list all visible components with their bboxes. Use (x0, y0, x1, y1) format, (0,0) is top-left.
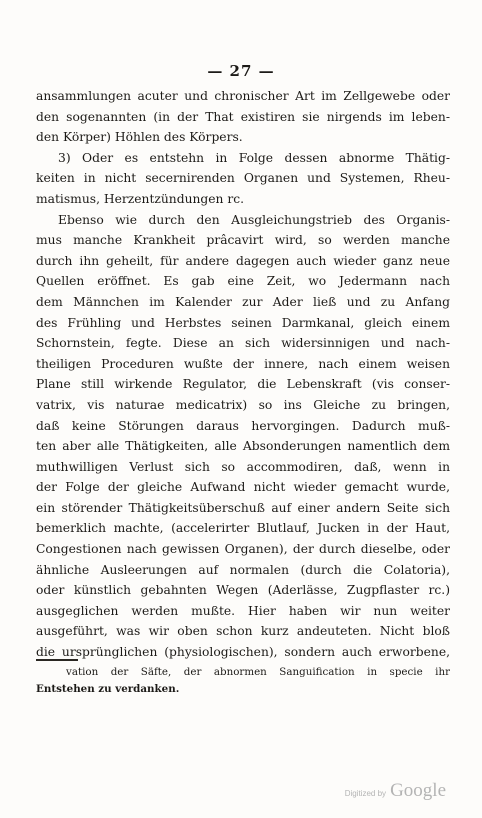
text-line: ten aber alle Thätigkeiten, alle Absonderungen namentlich dem (36, 439, 450, 454)
text-line: Congestionen nach gewissen Organen), der durch dieselbe, oder (36, 542, 450, 557)
text-line: des Frühling und Herbstes seinen Darmkanal, gleich einem (36, 315, 450, 330)
text-line: ausgeglichen werden mußte. Hier haben wir nun weiter (36, 603, 450, 618)
text-line: ansammlungen acuter und chronischer Art im Zellgewebe oder (36, 89, 450, 103)
text-line: oder künstlich gebahnten Wegen (Aderlässe, Zugpflaster rc.) (36, 583, 450, 598)
text-line: Ebenso wie durch den Ausgleichungstrieb des Organis- (58, 212, 450, 227)
text-line: ähnliche Ausleerungen auf normalen (durch die Colatoria), (36, 562, 450, 577)
text-line: vatrix, vis naturae medicatrix) so ins Gleiche zu bringen, (36, 397, 450, 412)
text-line: der Folge der gleiche Aufwand nicht wieder gemacht wurde, (36, 480, 450, 495)
footnote-line: Entstehen zu verdanken. (36, 683, 180, 695)
text-line: 3) Oder es entstehn in Folge dessen abnorme Thätig- (58, 150, 450, 165)
body-text (36, 86, 450, 663)
text-line: muthwilligen Verlust sich so accommodiren, daß, wenn in (36, 459, 450, 474)
text-line: ausgeführt, was wir oben schon kurz andeuteten. Nicht bloß (36, 624, 450, 639)
text-line: theiligen Proceduren wußte der innere, nach einem weisen (36, 356, 450, 371)
text-line: keiten in nicht secernirenden Organen und Systemen, Rheu- (36, 171, 450, 186)
text-line: die ursprünglichen (physiologischen), sondern auch erworbene, (36, 645, 450, 660)
footnote-rule (36, 659, 78, 661)
text-line: Schornstein, fegte. Diese an sich widersinnigen und nach- (36, 336, 450, 351)
digitized-watermark (345, 780, 446, 802)
footnote-line: vation der Säfte, der abnormen Sanguification in specie ihr (66, 666, 450, 678)
text-line: mus manche Krankheit prâcavirt wird, so werden manche (36, 233, 450, 248)
text-line: den sogenannten (in der That existiren sie nirgends im leben- (36, 109, 450, 124)
footnote (36, 664, 450, 698)
text-line: daß keine Störungen daraus hervorgingen. Dadurch muß- (36, 418, 450, 433)
text-line: Plane still wirkende Regulator, die Lebenskraft (vis conser- (36, 377, 450, 392)
google-logo-text: Google (390, 780, 446, 801)
text-line: matismus, Herzentzündungen rc. (36, 191, 245, 206)
text-line: den Körper) Höhlen des Körpers. (36, 130, 243, 145)
text-line: ein störender Thätigkeitsüberschuß auf einer andern Seite sich (36, 500, 450, 515)
text-line: bemerklich machte, (accelerirter Blutlauf, Jucken in der Haut, (36, 521, 450, 536)
watermark-small-text: Digitized by (344, 789, 387, 798)
text-line: Quellen eröffnet. Es gab eine Zeit, wo Jedermann nach (36, 274, 450, 289)
page-number: — 27 — (207, 62, 275, 80)
text-line: durch ihn geheilt, für andere dagegen auch wieder ganz neue (36, 253, 450, 268)
text-line: dem Männchen im Kalender zur Ader ließ und zu Anfang (36, 294, 450, 309)
